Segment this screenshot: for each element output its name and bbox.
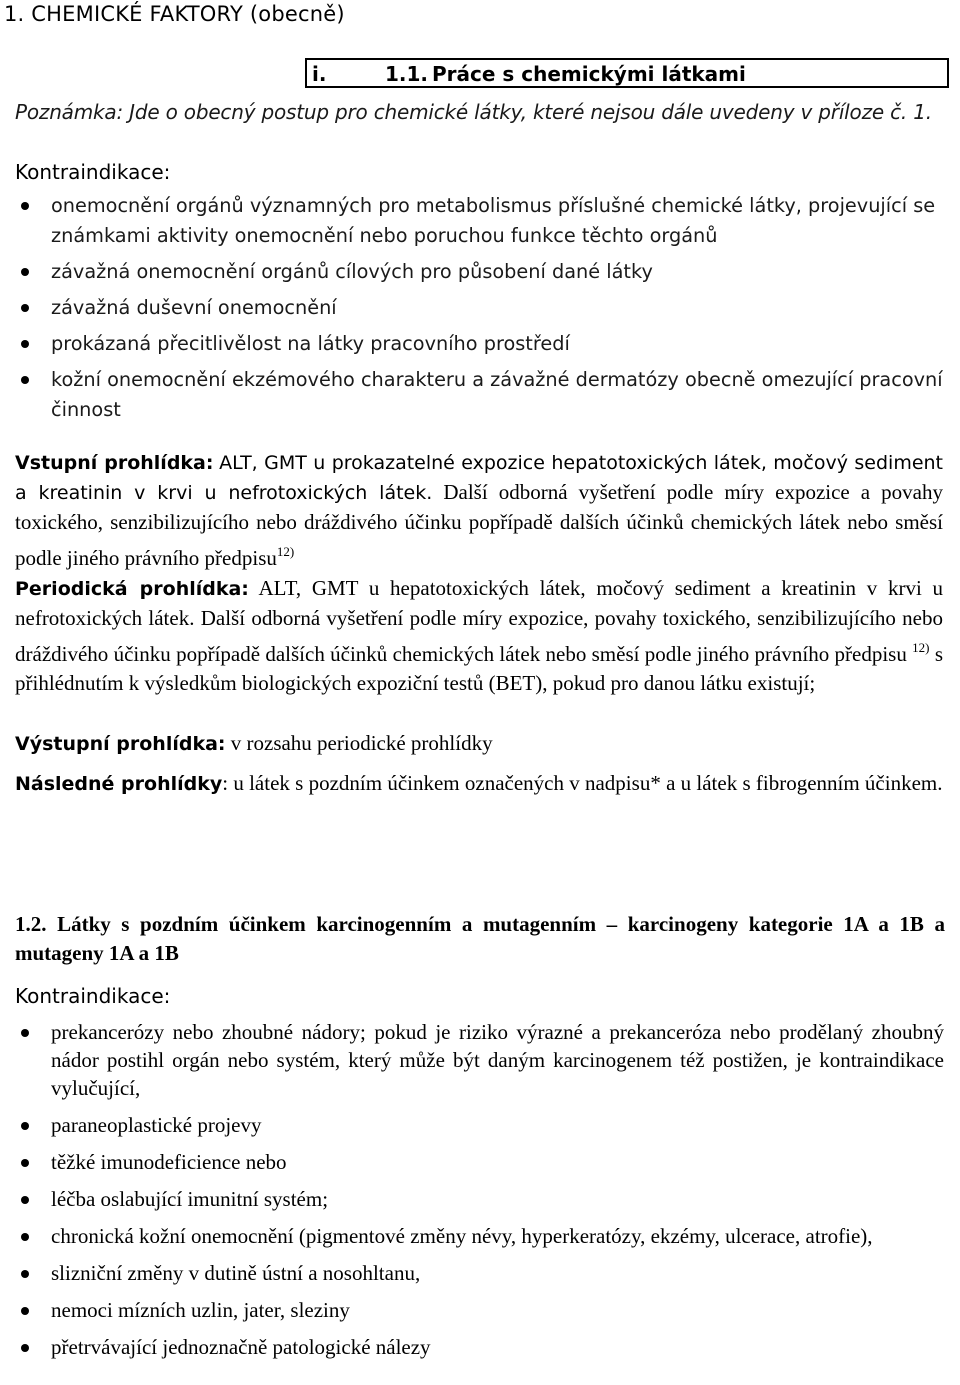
periodic-exam-text-2: s přihlédnutím k výsledkům biologických expoziční testů (BET), pokud pro danou látku existují; — [15, 642, 943, 695]
exit-exam-text: v rozsahu periodické prohlídky — [230, 731, 493, 755]
contraindications-label-2: Kontraindikace: — [15, 984, 171, 1008]
footnote-ref: 12) — [276, 544, 295, 559]
entry-exam-paragraph — [15, 448, 943, 573]
contraindications-list-2 — [0, 1018, 944, 1361]
periodic-exam-text: ALT, GMT u hepatotoxických látek, močový sediment a kreatinin v krvi u nefrotoxických látek. Další odborná vyšetření podle míry expozice, povahy toxického, senzibilizujícího nebo dráždivého účinku popřípadě dalších účinků chemických látek nebo směsí podle jiného právního předpisu — [15, 576, 944, 666]
entry-exam-serif-text: Další odborná vyšetření podle míry expozice a povahy toxického, senzibilizujícího nebo dráždivého účinku popřípadě dalších účinků chemických látek nebo směsí podle jiného právního předpisu — [15, 480, 944, 570]
section-number: 1.1. — [385, 62, 429, 86]
entry-exam-label: Vstupní prohlídka: — [15, 452, 214, 474]
followup-exam-label: Následné prohlídky — [15, 773, 223, 795]
periodic-exam-paragraph — [15, 574, 943, 698]
exit-exam-label: Výstupní prohlídka: — [15, 733, 226, 755]
list-item: závažná onemocnění orgánů cílových pro působení dané látky — [0, 257, 946, 287]
section-heading-box — [305, 58, 949, 88]
footnote-ref: 12) — [912, 640, 930, 655]
entry-exam-sans-text: ALT, GMT u prokazatelné expozice hepatotoxických látek, močový sediment a kreatinin v krvi u nefrotoxických látek. — [15, 452, 944, 504]
contraindications-label: Kontraindikace: — [15, 160, 171, 184]
note-text: Poznámka: Jde o obecný postup pro chemické látky, které nejsou dále uvedeny v příloze č. 1. — [15, 100, 932, 124]
list-item: onemocnění orgánů významných pro metabolismus příslušné chemické látky, projevující se známkami aktivity onemocnění nebo poruchou funkce těchto orgánů — [0, 191, 946, 251]
list-item: těžké imunodeficience nebo — [0, 1148, 944, 1176]
list-item: chronická kožní onemocnění (pigmentové změny névy, hyperkeratózy, ekzémy, ulcerace, atrofie), — [0, 1222, 944, 1250]
main-heading: 1. CHEMICKÉ FAKTORY (obecně) — [4, 2, 345, 26]
followup-exam-paragraph — [15, 769, 943, 799]
list-item: závažná duševní onemocnění — [0, 293, 946, 323]
list-item: prekancerózy nebo zhoubné nádory; pokud je riziko výrazné a prekanceróza nebo prodělaný zhoubný nádor postihl orgán nebo systém, který může být daným karcinogenem též postižen, je kontraindikace vylučující, — [0, 1018, 944, 1102]
section-2-heading: 1.2. Látky s pozdním účinkem karcinogenním a mutagenním – karcinogeny kategorie 1A a 1B a mutageny 1A a 1B — [15, 912, 945, 965]
list-item: slizniční změny v dutině ústní a nosohltanu, — [0, 1259, 944, 1287]
list-item: paraneoplastické projevy — [0, 1111, 944, 1139]
exit-exam-paragraph — [15, 729, 943, 759]
list-item: prokázaná přecitlivělost na látky pracovního prostředí — [0, 329, 946, 359]
contraindications-list — [0, 191, 946, 425]
section-title: Práce s chemickými látkami — [432, 62, 746, 86]
list-item: přetrvávající jednoznačně patologické nálezy — [0, 1333, 944, 1361]
periodic-exam-label: Periodická prohlídka: — [15, 578, 249, 600]
list-item: léčba oslabující imunitní systém; — [0, 1185, 944, 1213]
list-item: kožní onemocnění ekzémového charakteru a závažné dermatózy obecně omezující pracovní činnost — [0, 365, 946, 425]
list-item: nemoci mízních uzlin, jater, sleziny — [0, 1296, 944, 1324]
followup-exam-text: : u látek s pozdním účinkem označených v nadpisu* a u látek s fibrogenním účinkem. — [222, 771, 943, 795]
section-number-prefix: i. — [312, 62, 327, 86]
